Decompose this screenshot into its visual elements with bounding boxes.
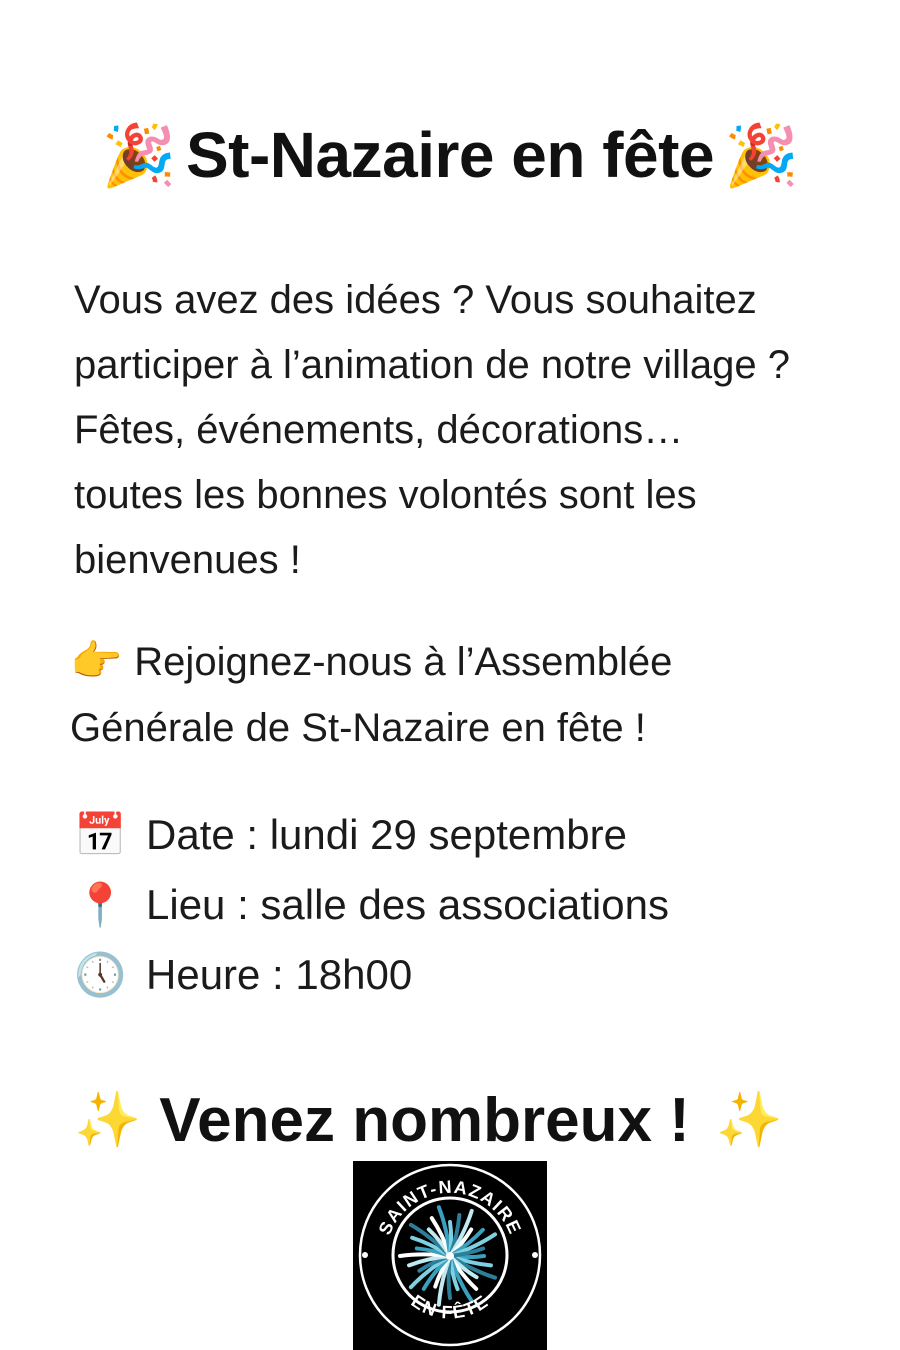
party-popper-icon: 🎉 xyxy=(724,121,799,189)
logo-burst-center xyxy=(446,1252,454,1260)
intro-line: Fêtes, événements, décorations… xyxy=(74,408,684,452)
invite-text-1: Rejoignez-nous à l’Assemblée xyxy=(134,640,673,684)
association-logo xyxy=(353,1161,547,1350)
invite-paragraph xyxy=(70,628,890,761)
detail-time xyxy=(74,940,894,1010)
intro-line: Vous avez des idées ? Vous souhaitez xyxy=(74,278,757,322)
clock-icon: 🕔 xyxy=(74,951,127,998)
title-text: St-Nazaire en fête xyxy=(185,119,715,191)
intro-line: toutes les bonnes volontés sont les xyxy=(74,473,697,517)
invite-line-1 xyxy=(70,628,890,695)
pointing-hand-icon: 👉 xyxy=(70,637,123,684)
intro-line: participer à l’animation de notre village ? xyxy=(74,343,790,387)
logo-graphic xyxy=(353,1161,547,1350)
sparkles-icon: ✨ xyxy=(715,1090,784,1150)
sparkles-icon: ✨ xyxy=(74,1090,142,1150)
logo-top-text: SAINT-NAZAIRE xyxy=(374,1176,526,1238)
detail-time-text: Heure : 18h00 xyxy=(146,951,413,998)
pin-icon: 📍 xyxy=(74,881,127,928)
invite-line-2: Générale de St-Nazaire en fête ! xyxy=(70,706,646,750)
detail-date xyxy=(74,800,894,870)
event-details xyxy=(74,800,894,1010)
intro-line: bienvenues ! xyxy=(74,538,301,582)
calendar-icon: 📅 xyxy=(74,811,127,858)
cta-text: Venez nombreux ! xyxy=(159,1086,690,1155)
detail-location xyxy=(74,870,894,940)
page-title xyxy=(0,118,900,192)
detail-location-text: Lieu : salle des associations xyxy=(146,881,669,928)
intro-paragraph xyxy=(74,268,894,593)
call-to-action xyxy=(74,1085,834,1156)
detail-date-text: Date : lundi 29 septembre xyxy=(146,811,627,858)
logo-bottom-text: EN FÊTE xyxy=(407,1290,493,1323)
party-popper-icon: 🎉 xyxy=(101,121,176,189)
